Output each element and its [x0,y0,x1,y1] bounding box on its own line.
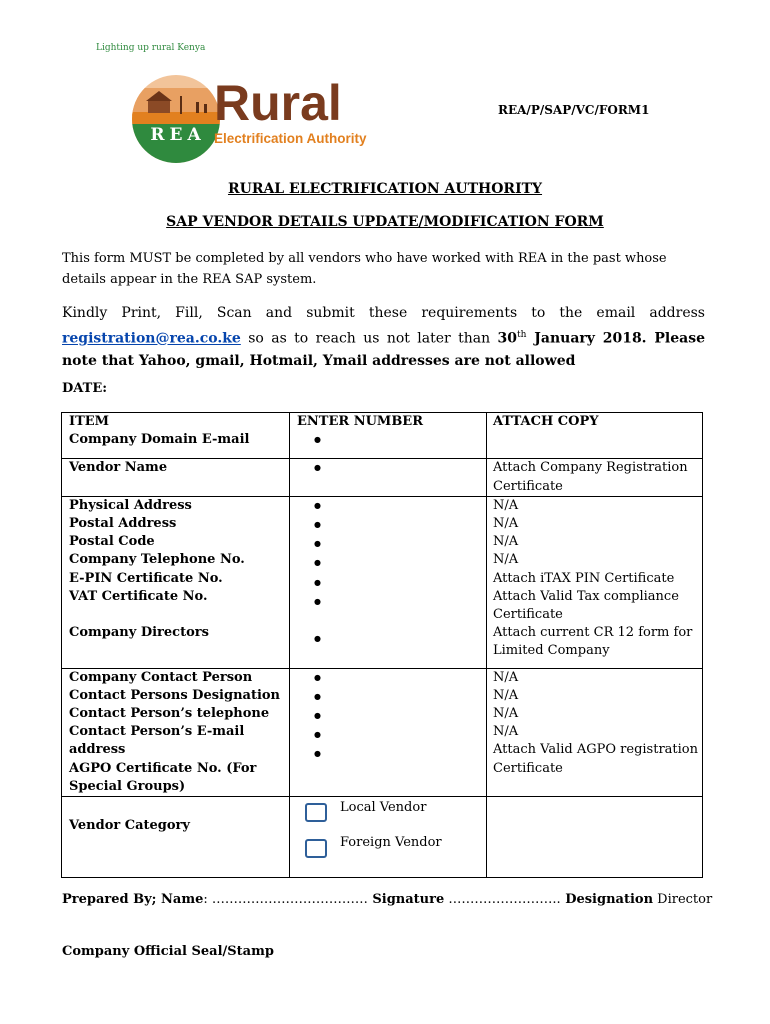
signature-label: Signature [367,892,445,907]
bullet-field[interactable] [290,535,486,554]
form-title: SAP VENDOR DETAILS UPDATE/MODIFICATION FORM [166,214,604,230]
bullet-field[interactable] [290,497,486,516]
item-label: Contact Person’s telephone [69,706,270,722]
item-label: Company Contact Person [69,669,253,685]
attach-label: N/A [493,516,519,532]
enter-number-cell[interactable] [290,459,487,496]
deadline-day: 30 [497,330,518,347]
header-item: ITEM [69,414,110,429]
bullet-field[interactable] [290,554,486,573]
name-blank[interactable]: : ……………………………… [203,892,368,907]
designation-label: Designation [560,892,654,907]
attach-label: Attach current CR 12 form for Limited Company [493,625,693,659]
bullet-field[interactable] [290,574,486,593]
bullet-field[interactable] [290,726,486,745]
intro-paragraph: This form MUST be completed by all vendors who have worked with REA in the past whose details appear in the REA SAP system. [62,251,667,287]
attach-label: Attach iTAX PIN Certificate [493,570,675,586]
item-cell [62,668,290,796]
table-row [62,459,703,496]
enter-number-cell[interactable] [290,496,487,668]
instructions-paragraph [62,302,705,372]
foreign-vendor-label: Foreign Vendor [340,835,442,851]
attach-label: N/A [493,552,519,568]
item-label: VAT Certificate No. [69,588,208,604]
bullet-field[interactable] [290,630,486,649]
attach-label: N/A [493,534,519,550]
item-label: Contact Persons Designation [69,687,281,703]
registration-email-link[interactable]: registration@rea.co.ke [62,330,241,347]
local-vendor-checkbox[interactable] [305,803,327,822]
attach-label: N/A [493,669,519,685]
item-label: Vendor Name [69,460,168,476]
attach-cell [487,668,703,796]
instructions-text-1: Kindly Print, Fill, Scan and submit these requirements to the email address [62,305,705,321]
enter-number-cell[interactable] [290,413,487,459]
instructions-text-2: so as to reach us not later than [240,330,498,347]
form-code: REA/P/SAP/VC/FORM1 [498,103,650,117]
item-cell [62,496,290,668]
vendor-details-table [61,412,703,878]
item-cell [62,459,290,496]
logo-arc-text: Lighting up rural Kenya [96,43,206,53]
local-vendor-label: Local Vendor [340,800,427,816]
foreign-vendor-checkbox[interactable] [305,839,327,858]
item-cell [62,413,290,459]
item-label: Contact Person’s E-mail address [69,724,245,758]
item-label: E-PIN Certificate No. [69,570,223,586]
attach-label: N/A [493,724,519,740]
header-enter-number: ENTER NUMBER [297,414,424,429]
attach-label: Attach Company Registration Certificate [493,460,688,494]
bullet-field[interactable] [290,431,486,450]
signature-blank[interactable]: …………………….. [444,892,561,907]
table-row [62,496,703,668]
bullet-field[interactable] [290,688,486,707]
bullet-field[interactable] [290,593,486,612]
bullet-field[interactable] [290,516,486,535]
rea-logo [96,43,396,174]
item-label: Company Directors [69,625,209,641]
vendor-category-label: Vendor Category [69,818,190,834]
attach-label: N/A [493,706,519,722]
item-label: Company Telephone No. [69,552,245,568]
attach-cell [487,413,703,459]
bullet-field[interactable] [290,707,486,726]
logo-name: Rural [214,75,342,131]
attach-label: Attach Valid AGPO registration Certificate [493,742,698,776]
item-label: Postal Code [69,534,155,550]
logo-badge-text: REA [150,125,206,145]
prepared-by-label: Prepared By; Name [62,892,204,907]
attach-cell [487,459,703,496]
bullet-field[interactable] [290,669,486,688]
table-row [62,413,703,459]
item-label: Physical Address [69,497,192,513]
logo-subtitle: Electrification Authority [214,131,367,146]
attach-label: N/A [493,687,519,703]
deadline-note: January 2018. Please note that Yahoo, gmail, Hotmail, Ymail addresses are not allowed [62,330,705,369]
designation-value: Director [653,892,713,907]
item-label: Postal Address [69,516,177,532]
attach-cell [487,496,703,668]
date-label: DATE: [62,381,108,396]
attach-label: Attach Valid Tax compliance Certificate [493,588,679,623]
attach-cell [487,797,703,878]
vendor-category-options [290,797,487,878]
table-row [62,797,703,878]
company-seal-label: Company Official Seal/Stamp [62,944,274,959]
item-cell [62,797,290,878]
item-label: AGPO Certificate No. (For Special Groups) [69,760,257,794]
bullet-field[interactable] [290,459,486,478]
deadline-suffix: th [517,330,527,340]
prepared-by-line [62,892,712,907]
authority-title: RURAL ELECTRIFICATION AUTHORITY [227,181,543,197]
table-row [62,668,703,796]
item-label: Company Domain E-mail [69,432,250,448]
header-attach-copy: ATTACH COPY [493,414,599,429]
enter-number-cell[interactable] [290,668,487,796]
attach-label: N/A [493,497,519,513]
bullet-field[interactable] [290,745,486,764]
